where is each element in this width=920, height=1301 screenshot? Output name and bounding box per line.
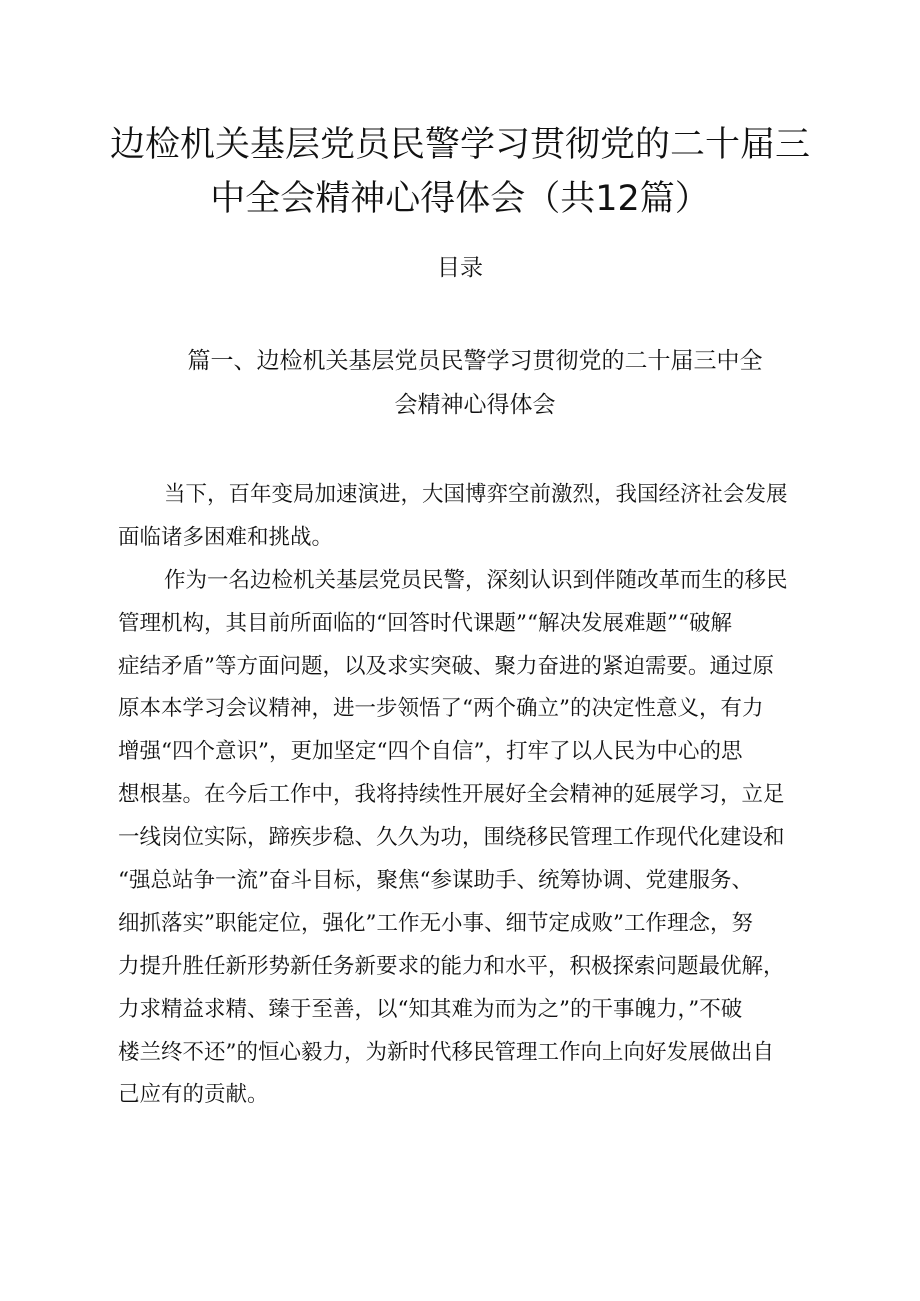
paragraph-line: 管理机构，其目前所面临的“回答时代课题”“解决发展难题”“破解	[118, 610, 732, 636]
paragraph-line: 原本本学习会议精神，进一步领悟了“两个确立”的决定性意义，有力	[118, 696, 764, 722]
paragraph-line: 想根基。在今后工作中，我将持续性开展好全会精神的延展学习，立足	[118, 782, 785, 808]
paragraph-line: 增强“四个意识”，更加坚定“四个自信”，打牢了以人民为中心的思	[118, 739, 743, 765]
paragraph-line: 细抓落实”职能定位，强化”工作无小事、细节定成败”工作理念，努	[118, 910, 753, 936]
paragraph-line: 己应有的贡献。	[118, 1082, 269, 1108]
paragraph-line: “强总站争一流”奋斗目标，聚焦“参谋助手、统筹协调、党建服务、	[118, 868, 753, 894]
chapter-title-line-2: 会精神心得体会	[394, 392, 556, 418]
paragraph-line: 一线岗位实际，蹄疾步稳、久久为功，围绕移民管理工作现代化建设和	[118, 825, 785, 851]
paragraph-line: 面临诸多困难和挑战。	[118, 524, 334, 550]
paragraph-line: 症结矛盾”等方面问题，以及求实突破、聚力奋进的紧迫需要。通过原	[118, 653, 774, 679]
paragraph-line: 力求精益求精、臻于至善，以“知其难为而为之”的干事魄力，”不破	[118, 996, 743, 1022]
document-title-line-1: 边检机关基层党员民警学习贯彻党的二十届三	[109, 125, 810, 165]
paragraph-line: 当下，百年变局加速演进，大国博弈空前激烈，我国经济社会发展	[164, 482, 788, 507]
paragraph-line: 楼兰终不还”的恒心毅力，为新时代移民管理工作向上向好发展做出自	[118, 1039, 774, 1065]
paragraph-line: 作为一名边检机关基层党员民警，深刻认识到伴随改革而生的移民	[164, 567, 788, 593]
toc-heading: 目录	[437, 255, 483, 281]
paragraph-line: 力提升胜任新形势新任务新要求的能力和水平，积极探索问题最优解，	[118, 953, 785, 979]
chapter-title	[100, 339, 850, 427]
document-title	[100, 118, 820, 226]
chapter-title-line-1: 篇一、边检机关基层党员民警学习贯彻党的二十届三中全	[187, 348, 763, 374]
chapter-body	[118, 474, 838, 1117]
document-title-line-2: 中全会精神心得体会（共12篇）	[210, 179, 710, 219]
